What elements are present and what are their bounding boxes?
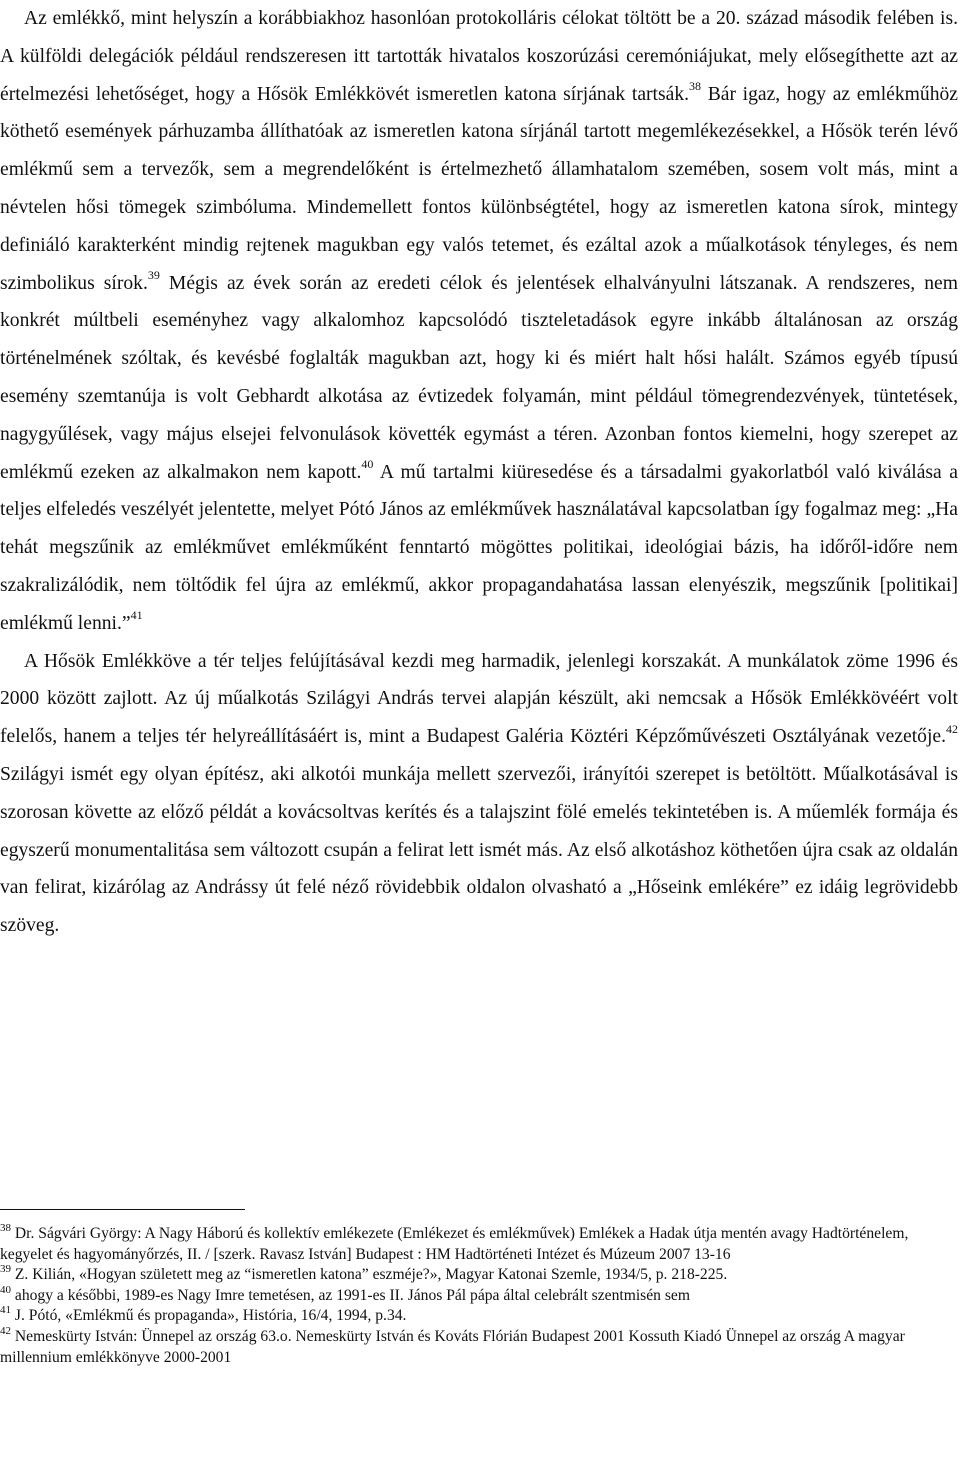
footnote-separator [0, 1209, 245, 1210]
footnote-ref-39[interactable]: 39 [147, 268, 160, 283]
footnote-42 [0, 1324, 940, 1368]
footnote-number: 40 [0, 1283, 11, 1296]
footnote-ref-42[interactable]: 42 [946, 721, 958, 736]
footnote-ref-40[interactable]: 40 [361, 457, 374, 472]
paragraph-text: Mégis az évek során az eredeti célok és jelentések elhalványulni látszanak. A rendszeres, nem konkrét múltbeli eseményhez vagy alkalomhoz kapcsolódó tiszteletadások egyre inkább általánosan az ország történelmének szóltak, és kevésbé foglalták magukban azt, hogy ki és miért halt hősi halált. Számos egyéb típusú esemény szemtanúja is volt Gebhardt alkotása az évtizedek folyamán, mint például tömegrendezvények, tüntetések, nagygyűlések, vagy május elsejei felvonulások követték egymást a téren. Azonban fontos kiemelni, hogy szerepet az emlékmű ezeken az alkalmakon nem kapott. [0, 272, 958, 483]
footnote-number: 42 [0, 1324, 11, 1337]
footnote-40 [0, 1283, 940, 1307]
footnote-text: Dr. Ságvári György: A Nagy Háború és kollektív emlékezete (Emlékezet és emlékművek) Emlékek a Hadak útja mentén avagy Hadtörténelem, kegyelet és hagyományőrzés, II. / [szerk. Ravasz István] Budapest : HM Hadtörténeti Intézet és Múzeum 2007 13-16 [0, 1225, 909, 1263]
footnote-38 [0, 1221, 940, 1265]
paragraph-1 [0, 0, 958, 643]
paragraph-text: A Hősök Emlékköve a tér teljes felújításával kezdi meg harmadik, jelenlegi korszakát. A munkálatok zöme 1996 és 2000 között zajlott. Az új műalkotás Szilágyi András tervei alapján készült, aki nemcsak a Hősök Emlékkövéért volt felelős, hanem a teljes tér helyreállításáért is, mint a Budapest Galéria Köztéri Képzőművészeti Osztályának vezetője. [0, 650, 958, 748]
footnote-number: 39 [0, 1263, 11, 1275]
paragraph-text: Az emlékkő, mint helyszín a korábbiakhoz hasonlóan protokolláris célokat töltött be a 20. század második felében is. A külföldi delegációk például rendszeresen itt tartották hivatalos koszorúzási ceremóniájukat, mely elősegíthette azt az értelmezési lehetőséget, hogy a Hősök Emlékkövét ismeretlen katona sírjának tartsák. [0, 8, 958, 105]
paragraph-2 [0, 643, 958, 945]
paragraph-text: Szilágyi ismét egy olyan építész, aki alkotói munkája mellett szervezői, irányítói szerepet is betöltött. Műalkotásával is szorosan követte az előző példát a kovácsoltvas kerítés és a talajszint fölé emelés tekintetében is. A műemlék formája és egyszerű monumentalitása sem változott csupán a felirat lett ismét más. Az első alkotáshoz köthetően újra csak az oldalán van felirat, kizárólag az Andrássy út felé néző rövidebbik oldalon olvasható a „Hőseink emlékére” ez idáig legrövidebb szöveg. [0, 763, 958, 937]
paragraph-text: A mű tartalmi kiüresedése és a társadalmi gyakorlatból való kiválása a teljes elfeledés veszélyét jelentette, melyet Pótó János az emlékművek használatával kapcsolatban így fogalmaz meg: „Ha tehát megszűnik az emlékművet emlékműként fenntartó mögöttes politikai, ideológiai bázis, ha időről-időre nem szakralizálódik, nem töltődik fel újra az emlékmű, akkor propagandahatása lassan elenyészik, megszűnik [politikai] emlékmű lenni.” [0, 461, 958, 634]
footnote-text: Nemeskürty István: Ünnepel az ország 63.o. Nemeskürty István és Kováts Flórián Budapest 2001 Kossuth Kiadó Ünnepel az ország A magyar millennium emlékkönyve 2000-2001 [0, 1327, 905, 1366]
footnote-ref-38[interactable]: 38 [689, 79, 702, 94]
footnote-ref-41[interactable]: 41 [130, 608, 143, 623]
footnote-39 [0, 1265, 940, 1286]
footnote-41 [0, 1306, 940, 1327]
footnote-text: J. Pótó, «Emlékmű és propaganda», História, 16/4, 1994, p.34. [14, 1307, 407, 1325]
footnote-number: 38 [0, 1221, 11, 1234]
footnote-text: ahogy a későbbi, 1989-es Nagy Imre temetésen, az 1991-es II. János Pál pápa által celebrált szentmisén sem [14, 1286, 690, 1304]
paragraph-text: Bár igaz, hogy az emlékműhöz köthető események párhuzamba állíthatóak az ismeretlen katona sírjánál tartott megemlékezésekkel, a Hősök terén lévő emlékmű sem a tervezők, sem a megrendelőként is értelmezhető államhatalom szemében, sosem volt más, mint a névtelen hősi tömegek szimbóluma. Mindemellett fontos különbségtétel, hogy az ismeretlen katona sírok, mintegy definiáló karakterként mindig rejtenek magukban egy valós tetemet, és ezáltal azok a műalkotások tényleges, és nem szimbolikus sírok. [0, 83, 958, 294]
footnote-number: 41 [0, 1304, 11, 1317]
footnotes [0, 1221, 940, 1368]
footnote-text: Z. Kilián, «Hogyan született meg az “ismeretlen katona” eszméje?», Magyar Katonai Szemle, 1934/5, p. 218-225. [14, 1266, 728, 1284]
